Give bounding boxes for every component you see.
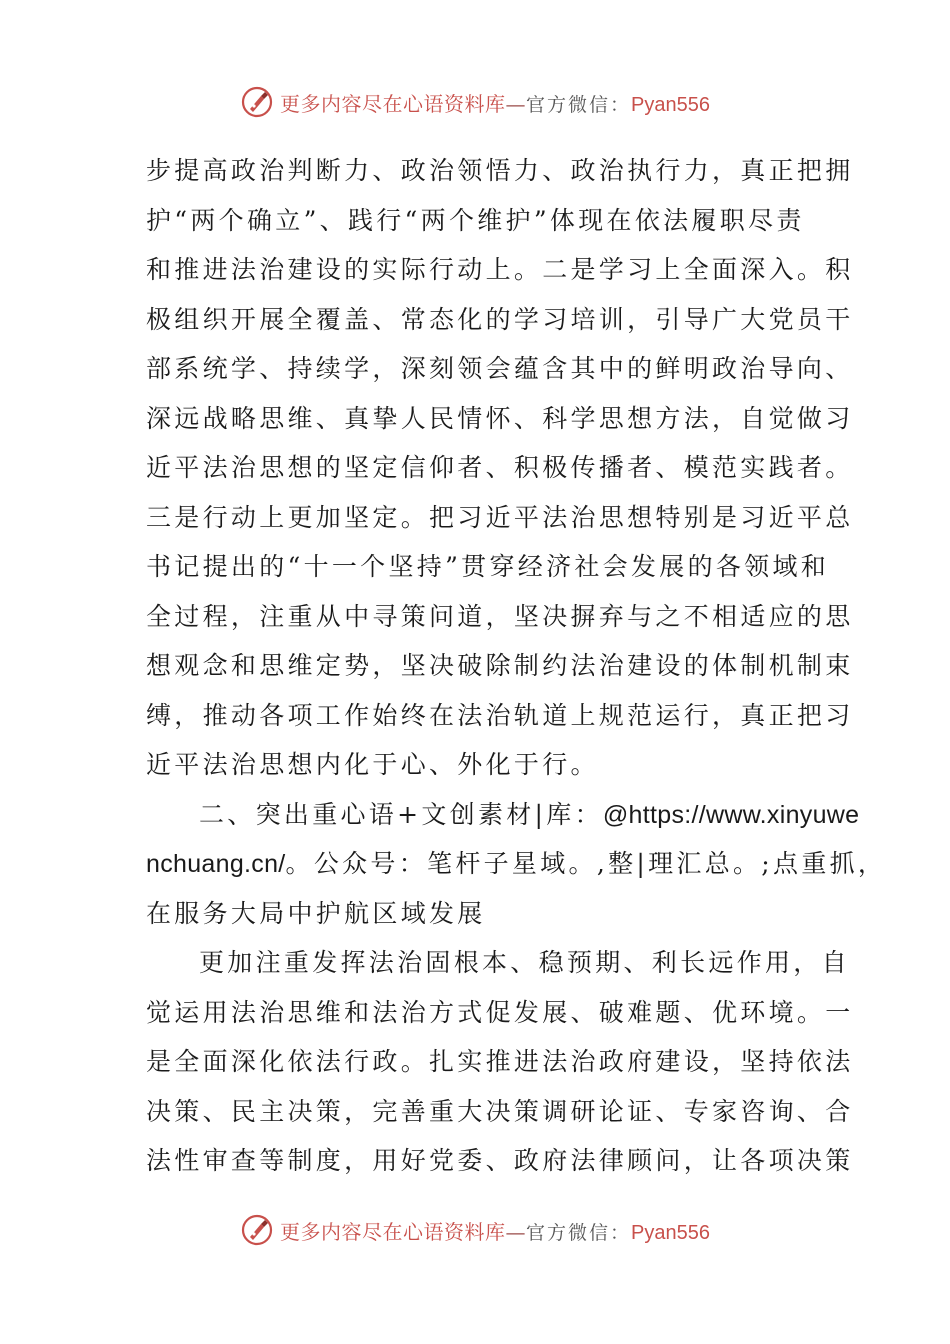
watermark-url-text: @https://www.xinyuwe: [602, 800, 860, 829]
banner-text: [280, 1216, 710, 1245]
text-line: 部系统学、持续学，深刻领会蕴含其中的鲜明政治导向、: [146, 354, 854, 383]
heading-text: 。公众号：笔杆子星域。,整|理汇总。;点重抓，: [285, 849, 887, 878]
footer-banner: [0, 1208, 950, 1252]
banner-wechat-id: Pyan556: [631, 93, 710, 116]
text-line: 法性审查等制度，用好党委、政府法律顾问，让各项决策: [146, 1146, 854, 1175]
text-line: 觉运用法治思维和法治方式促发展、破难题、优环境。一: [146, 997, 854, 1027]
section-heading-line: [146, 839, 887, 889]
text-line: 和推进法治建设的实际行动上。二是学习上全面深入。积: [146, 255, 854, 284]
document-body: [146, 146, 887, 1186]
section-heading-line: 在服务大局中护航区域发展: [146, 898, 486, 928]
pen-nib-logo-icon: [240, 1213, 274, 1247]
text-line: 是全面深化依法行政。扎实推进法治政府建设，坚持依法: [146, 1047, 854, 1076]
text-line: 更加注重发挥法治固根本、稳预期、利长远作用，自: [199, 948, 850, 977]
text-line: 极组织开展全覆盖、常态化的学习培训，引导广大党员干: [146, 304, 854, 334]
text-line: 决策、民主决策，完善重大决策调研论证、专家咨询、合: [146, 1096, 854, 1126]
text-line: 书记提出的“十一个坚持”贯穿经济社会发展的各领域和: [146, 552, 830, 581]
text-line: 想观念和思维定势，坚决破除制约法治建设的体制机制束: [146, 651, 854, 680]
text-line: 护“两个确立”、践行“两个维护”体现在依法履职尽责: [146, 205, 805, 235]
text-line: 深远战略思维、真挚人民情怀、科学思想方法，自觉做习: [146, 403, 854, 433]
banner-text: [280, 88, 710, 117]
banner-main-text: 更多内容尽在心语资料库: [280, 91, 506, 116]
watermark-url-text: nchuang.cn/: [146, 850, 286, 878]
text-line: 三是行动上更加坚定。把习近平法治思想特别是习近平总: [146, 502, 854, 532]
text-line: 缚，推动各项工作始终在法治轨道上规范运行，真正把习: [146, 700, 854, 730]
header-banner: [0, 80, 950, 124]
banner-main-text: 更多内容尽在心语资料库: [280, 1219, 506, 1244]
heading-text: 二、突出重心语+文创素材|库：: [199, 799, 603, 829]
text-line: 近平法治思想内化于心、外化于行。: [146, 750, 599, 779]
banner-dash: —: [505, 1219, 526, 1244]
text-line: 近平法治思想的坚定信仰者、积极传播者、模范实践者。: [146, 453, 854, 482]
banner-wechat-id: Pyan556: [631, 1221, 710, 1244]
section-heading-line: [146, 790, 860, 840]
banner-sub-text: 官方微信：: [526, 93, 632, 116]
text-line: 全过程，注重从中寻策问道，坚决摒弃与之不相适应的思: [146, 601, 854, 631]
banner-dash: —: [505, 91, 526, 116]
banner-sub-text: 官方微信：: [526, 1221, 632, 1244]
text-line: 步提高政治判断力、政治领悟力、政治执行力，真正把拥: [146, 156, 854, 185]
pen-nib-logo-icon: [240, 85, 274, 119]
